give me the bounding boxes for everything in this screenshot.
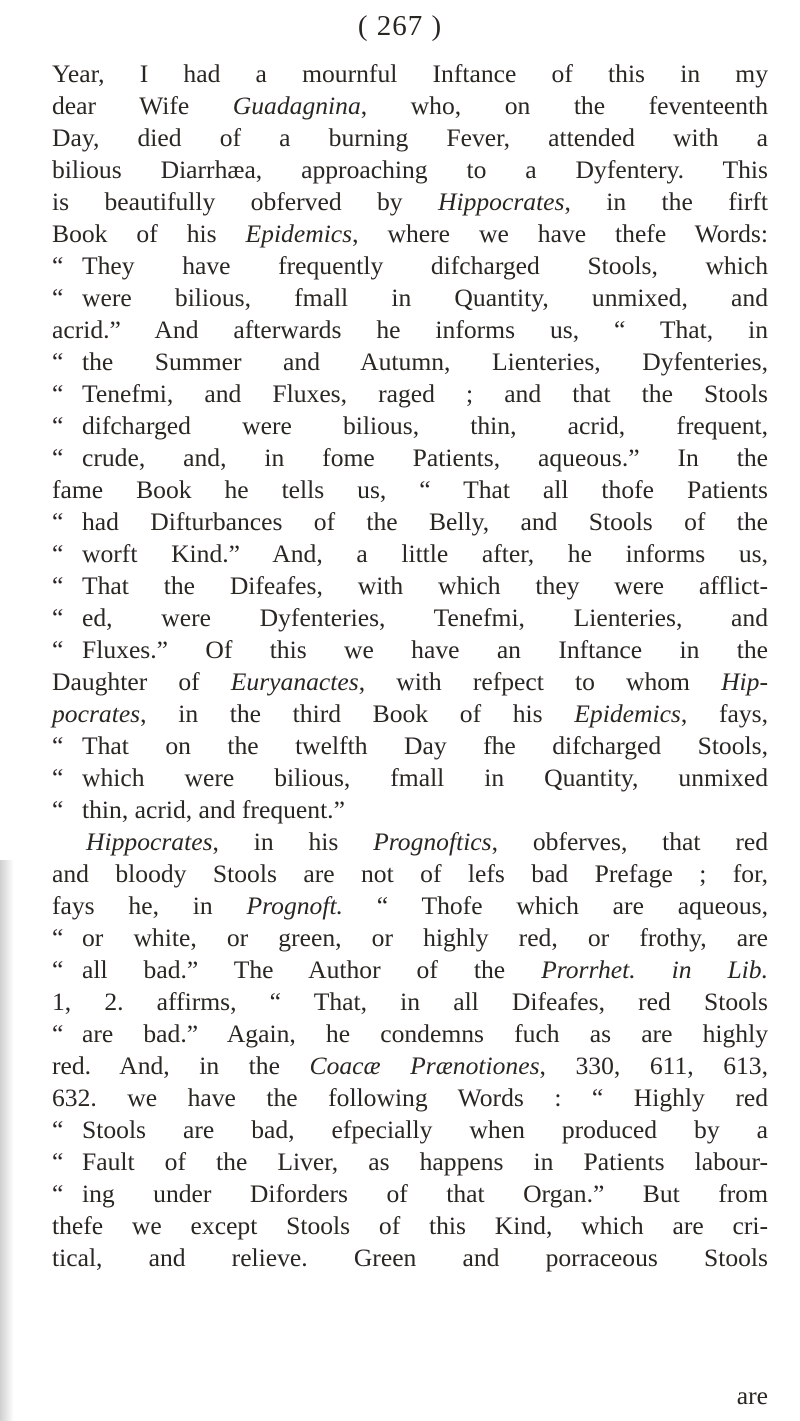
italic-text: Guadagnina <box>232 91 361 120</box>
text-line <box>52 282 768 314</box>
text-line <box>52 730 768 762</box>
text-line <box>52 154 768 186</box>
text-run: thefe we except Stools of this Kind, which are cri- <box>52 1211 768 1240</box>
italic-text: Epidemics <box>245 219 353 248</box>
text-run: red. And, in the <box>52 1051 310 1080</box>
text-run: That the Difeafes, with which they were afflict- <box>82 571 768 600</box>
text-run: , obferves, that red <box>491 827 769 856</box>
quote-mark: “ <box>52 571 64 600</box>
quote-mark: “ <box>52 251 64 280</box>
text-line <box>52 410 768 442</box>
text-run: They have frequently difcharged Stools, which <box>82 251 768 280</box>
text-line <box>52 602 768 634</box>
italic-text: Hippocrates <box>86 827 213 856</box>
text-line <box>52 1082 768 1114</box>
quote-mark: “ <box>52 603 64 632</box>
text-run: which were bilious, fmall in Quantity, unmixed <box>82 763 768 792</box>
text-line <box>52 954 768 986</box>
italic-text: Euryanactes <box>230 667 359 696</box>
text-line <box>52 762 768 794</box>
text-line <box>52 698 768 730</box>
quote-mark: “ <box>52 379 64 408</box>
text-line <box>52 1018 768 1050</box>
text-line <box>52 1050 768 1082</box>
text-line <box>52 634 768 666</box>
text-line <box>52 858 768 890</box>
text-run: and bloody Stools are not of lefs bad Prefage ; for, <box>52 859 768 888</box>
text-run: is beautifully obferved by <box>52 187 438 216</box>
text-run: , in his <box>212 827 374 856</box>
text-line <box>52 794 768 826</box>
quote-mark: “ <box>52 635 64 664</box>
text-line <box>52 570 768 602</box>
text-line <box>52 666 768 698</box>
text-run: Day, died of a burning Fever, attended with a <box>52 123 768 152</box>
text-run: thin, acrid, and frequent.” <box>82 795 345 824</box>
quote-mark: “ <box>52 731 64 760</box>
quote-mark: “ <box>52 955 64 984</box>
text-run: , 330, 611, 613, <box>539 1051 768 1080</box>
text-run: worft Kind.” And, a little after, he informs us, <box>82 539 768 568</box>
text-run: Fault of the Liver, as happens in Patients labour- <box>82 1147 768 1176</box>
text-line <box>52 1146 768 1178</box>
text-run: were bilious, fmall in Quantity, unmixed, and <box>82 283 768 312</box>
quote-mark: “ <box>52 283 64 312</box>
text-line <box>52 346 768 378</box>
text-run: dear Wife <box>52 91 233 120</box>
text-run: or white, or green, or highly red, or frothy, are <box>82 923 768 952</box>
text-run: ed, were Dyfenteries, Tenefmi, Lienteries, and <box>82 603 768 632</box>
quote-mark: “ <box>52 1115 64 1144</box>
italic-text: Hip- <box>721 667 768 696</box>
text-line <box>52 90 768 122</box>
text-run: Book of his <box>52 219 246 248</box>
text-run: had Difturbances of the Belly, and Stools of the <box>82 507 768 536</box>
text-line <box>52 538 768 570</box>
text-run: “ Thofe which are aqueous, <box>342 891 768 920</box>
text-line <box>52 1210 768 1242</box>
text-line <box>52 474 768 506</box>
text-run: 1, 2. affirms, “ That, in all Difeafes, red Stools <box>52 987 768 1016</box>
quote-mark: “ <box>52 347 64 376</box>
text-run: acrid.” And afterwards he informs us, “ That, in <box>52 315 768 344</box>
text-line <box>52 986 768 1018</box>
italic-text: Prorrhet. in Lib. <box>541 955 768 984</box>
text-run: , in the firft <box>564 187 768 216</box>
quote-mark: “ <box>52 539 64 568</box>
text-run: Tenefmi, and Fluxes, raged ; and that the Stools <box>82 379 768 408</box>
text-run: are bad.” Again, he condemns fuch as are highly <box>82 1019 768 1048</box>
text-run: crude, and, in fome Patients, aqueous.” In the <box>82 443 768 472</box>
text-line <box>52 218 768 250</box>
text-run: ing under Diforders of that Organ.” But from <box>82 1179 768 1208</box>
text-run: , in the third Book of his <box>140 699 575 728</box>
text-line <box>52 922 768 954</box>
text-line <box>52 122 768 154</box>
text-line <box>52 58 768 90</box>
text-run: difcharged were bilious, thin, acrid, frequent, <box>82 411 768 440</box>
catchword: are <box>736 1381 768 1410</box>
text-line <box>52 314 768 346</box>
text-line <box>52 1178 768 1210</box>
text-run: all bad.” The Author of the <box>82 955 542 984</box>
quote-mark: “ <box>52 923 64 952</box>
quote-mark: “ <box>52 443 64 472</box>
text-run: , where we have thefe Words: <box>352 219 768 248</box>
text-line <box>52 378 768 410</box>
text-run: bilious Diarrhæa, approaching to a Dyfentery. This <box>52 155 768 184</box>
quote-mark: “ <box>52 1147 64 1176</box>
quote-mark: “ <box>52 1019 64 1048</box>
text-line <box>52 442 768 474</box>
text-line <box>52 1114 768 1146</box>
italic-text: Hippocrates <box>437 187 565 216</box>
text-run: , who, on the feventeenth <box>360 91 769 120</box>
quote-mark: “ <box>52 763 64 792</box>
italic-text: Coacæ Prænotiones <box>309 1051 540 1080</box>
text-run: fame Book he tells us, “ That all thofe Patients <box>52 475 768 504</box>
text-run: Stools are bad, efpecially when produced by a <box>82 1115 768 1144</box>
text-run: Daughter of <box>52 667 231 696</box>
italic-text: pocrates <box>52 699 141 728</box>
text-line <box>52 250 768 282</box>
italic-text: Prognoft. <box>246 891 343 920</box>
text-run: , with refpect to whom <box>358 667 722 696</box>
page-edge-shadow <box>0 860 14 1421</box>
text-run: , fays, <box>680 699 768 728</box>
text-run: That on the twelfth Day fhe difcharged Stools, <box>82 731 768 760</box>
quote-mark: “ <box>52 507 64 536</box>
text-run: tical, and relieve. Green and porraceous Stools <box>52 1243 768 1272</box>
text-run: 632. we have the following Words : “ Highly red <box>52 1083 768 1112</box>
italic-text: Epidemics <box>574 699 681 728</box>
page-number: ( 267 ) <box>357 10 443 42</box>
text-line <box>52 186 768 218</box>
text-line <box>52 1242 768 1274</box>
text-line <box>86 826 768 858</box>
text-run: Fluxes.” Of this we have an Inftance in the <box>82 635 768 664</box>
text-run: Year, I had a mournful Inftance of this in my <box>52 59 768 88</box>
text-line <box>52 506 768 538</box>
text-run: the Summer and Autumn, Lienteries, Dyfenteries, <box>82 347 768 376</box>
text-line <box>52 890 768 922</box>
quote-mark: “ <box>52 795 64 824</box>
quote-mark: “ <box>52 411 64 440</box>
text-run: fays he, in <box>52 891 247 920</box>
italic-text: Prognoftics <box>373 827 492 856</box>
quote-mark: “ <box>52 1179 64 1208</box>
